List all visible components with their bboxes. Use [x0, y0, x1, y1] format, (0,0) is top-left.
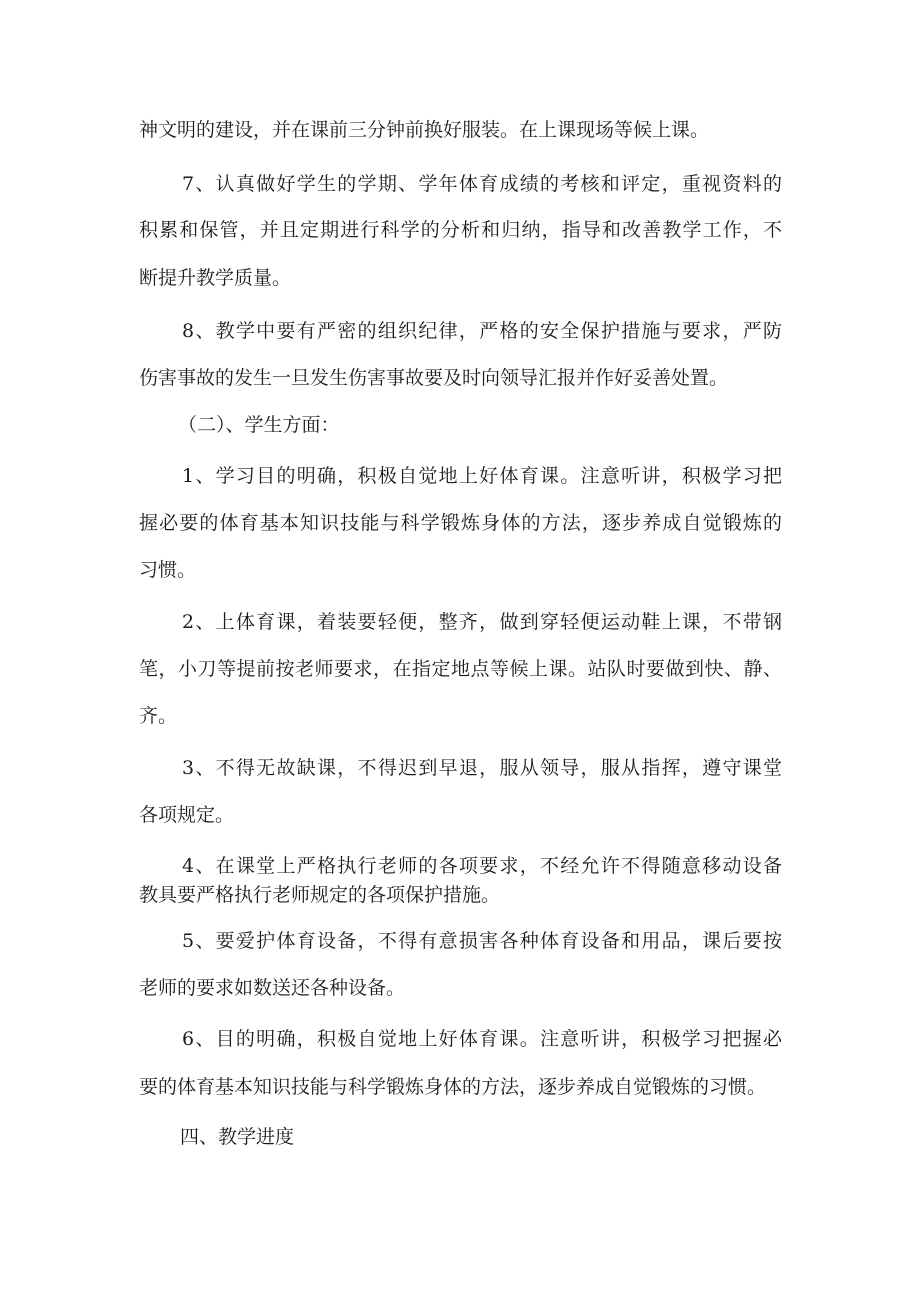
- list-item-7-line-1: 7、认真做好学生的学期、学年体育成绩的考核和评定，重视资料的: [182, 173, 782, 195]
- student-item-1-line-3: 习惯。: [139, 559, 197, 581]
- student-item-2-line-2: 笔，小刀等提前按老师要求，在指定地点等候上课。站队时要做到快、静、: [139, 658, 782, 680]
- student-item-6-line-2: 要的体育基本知识技能与科学锻炼身体的方法，逐步养成自觉锻炼的习惯。: [139, 1076, 767, 1098]
- student-item-3-line-2: 各项规定。: [139, 804, 235, 826]
- list-item-8-line-1: 8、教学中要有严密的组织纪律，严格的安全保护措施与要求，严防: [182, 320, 782, 342]
- student-item-4-line-1: 4、在课堂上严格执行老师的各项要求，不经允许不得随意移动设备: [182, 855, 782, 877]
- student-item-5-line-2: 老师的要求如数送还各种设备。: [139, 977, 406, 999]
- body-text-line: 神文明的建设，并在课前三分钟前换好服装。在上课现场等候上课。: [139, 119, 710, 141]
- student-item-4-line-2: 教具要严格执行老师规定的各项保护措施。: [139, 884, 501, 906]
- student-item-2-line-3: 齐。: [139, 705, 178, 727]
- list-item-7-line-3: 断提升教学质量。: [139, 267, 292, 289]
- list-item-8-line-2: 伤害事故的发生一旦发生伤害事故要及时向领导汇报并作好妥善处置。: [139, 367, 729, 389]
- section-heading-teaching-progress: 四、教学进度: [180, 1126, 295, 1148]
- section-heading-students: （二）、学生方面：: [178, 414, 340, 436]
- student-item-1-line-2: 握必要的体育基本知识技能与科学锻炼身体的方法，逐步养成自觉锻炼的: [139, 512, 782, 534]
- list-item-7-line-2: 积累和保管，并且定期进行科学的分析和归纳，指导和改善教学工作，不: [139, 219, 782, 241]
- student-item-3-line-1: 3、不得无故缺课，不得迟到早退，服从领导，服从指挥，遵守课堂: [182, 757, 782, 779]
- student-item-2-line-1: 2、上体育课，着装要轻便，整齐，做到穿轻便运动鞋上课，不带钢: [182, 611, 782, 633]
- student-item-1-line-1: 1、学习目的明确，积极自觉地上好体育课。注意听讲，积极学习把: [182, 465, 782, 487]
- student-item-6-line-1: 6、目的明确，积极自觉地上好体育课。注意听讲，积极学习把握必: [182, 1028, 782, 1050]
- student-item-5-line-1: 5、要爱护体育设备，不得有意损害各种体育设备和用品，课后要按: [182, 930, 782, 952]
